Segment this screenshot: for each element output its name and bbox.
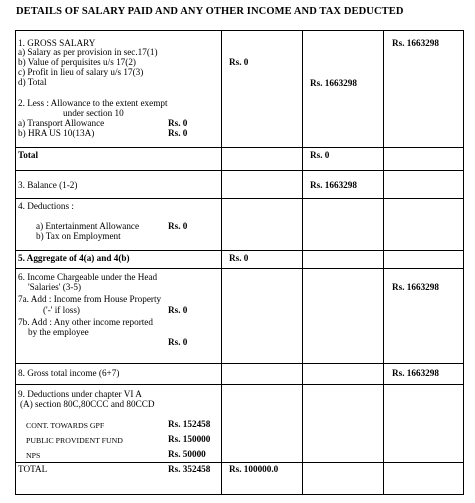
chapter-via-total-value: Rs. 352458 [168, 464, 211, 474]
chapter-via-allowed-value: Rs. 100000.0 [229, 464, 279, 474]
row-divider [15, 147, 464, 148]
deduction-item-value: Rs. 50000 [168, 449, 206, 459]
deduction-item-label: CONT. TOWARDS GPF [26, 421, 105, 430]
balance-value: Rs. 1663298 [310, 180, 357, 190]
gross-salary-value: Rs. 1663298 [392, 38, 439, 48]
aggregate-value: Rs. 0 [229, 253, 249, 263]
chapter-via-total-label: TOTAL [18, 464, 48, 474]
column-divider [383, 30, 384, 495]
row-divider [15, 363, 464, 364]
house-property-line1: 7a. Add : Income from House Property [18, 294, 162, 304]
row-divider [15, 250, 464, 251]
balance-label: 3. Balance (1-2) [18, 180, 78, 190]
income-chargeable-value: Rs. 1663298 [392, 282, 439, 292]
deduction-item-label: NPS [26, 451, 41, 460]
gross-total-value: Rs. 1663298 [310, 78, 357, 88]
income-chargeable-line2: 'Salaries' (3-5) [28, 282, 82, 292]
deductions-title: 4. Deductions : [18, 201, 74, 211]
gross-salary-title: 1. GROSS SALARY [18, 38, 96, 48]
perquisites-value: Rs. 0 [229, 57, 249, 67]
deduction-item-label: PUBLIC PROVIDENT FUND [26, 436, 123, 445]
other-income-line2: by the employee [28, 327, 89, 337]
deduction-item-value: Rs. 150000 [168, 434, 211, 444]
gross-salary-b: b) Value of perquisites u/s 17(2) [18, 57, 136, 67]
chapter-via-line1: 9. Deductions under chapter VI A [18, 389, 142, 399]
hra-label: b) HRA US 10(13A) [18, 128, 95, 138]
row-divider [15, 462, 464, 463]
income-chargeable-line1: 6. Income Chargeable under the Head [18, 272, 158, 282]
less-allowance-title: 2. Less : Allowance to the extent exempt [18, 98, 168, 108]
column-divider [302, 30, 303, 495]
page-title: DETAILS OF SALARY PAID AND ANY OTHER INCOME AND TAX DEDUCTED [16, 6, 404, 17]
other-income-value: Rs. 0 [168, 337, 188, 347]
deduction-item-value: Rs. 152458 [168, 419, 211, 429]
gross-salary-c: c) Profit in lieu of salary u/s 17(3) [18, 67, 144, 77]
transport-allowance-label: a) Transport Allowance [18, 118, 105, 128]
tax-on-employment-label: b) Tax on Employment [36, 231, 121, 241]
other-income-line1: 7b. Add : Any other income reported [18, 317, 153, 327]
chapter-via-line2: (A) section 80C,80CCC and 80CCD [20, 399, 155, 409]
column-divider [221, 30, 222, 495]
transport-allowance-value: Rs. 0 [168, 118, 188, 128]
row-divider [15, 170, 464, 171]
gross-salary-a: a) Salary as per provision in sec.17(1) [18, 47, 158, 57]
entertainment-allowance-value: Rs. 0 [168, 221, 188, 231]
house-property-value: Rs. 0 [168, 305, 188, 315]
row-divider [15, 198, 464, 199]
gross-total-income-value: Rs. 1663298 [392, 368, 439, 378]
entertainment-allowance-label: a) Entertainment Allowance [36, 221, 140, 231]
total-value: Rs. 0 [310, 150, 330, 160]
gross-total-income-label: 8. Gross total income (6+7) [18, 368, 120, 378]
row-divider [15, 384, 464, 385]
house-property-line2: ('-' if loss) [43, 305, 80, 315]
aggregate-label: 5. Aggregate of 4(a) and 4(b) [18, 253, 130, 263]
total-label: Total [18, 150, 39, 160]
hra-value: Rs. 0 [168, 128, 188, 138]
row-divider [15, 268, 464, 269]
less-allowance-subtitle: under section 10 [63, 108, 124, 118]
gross-salary-d: d) Total [18, 77, 47, 87]
